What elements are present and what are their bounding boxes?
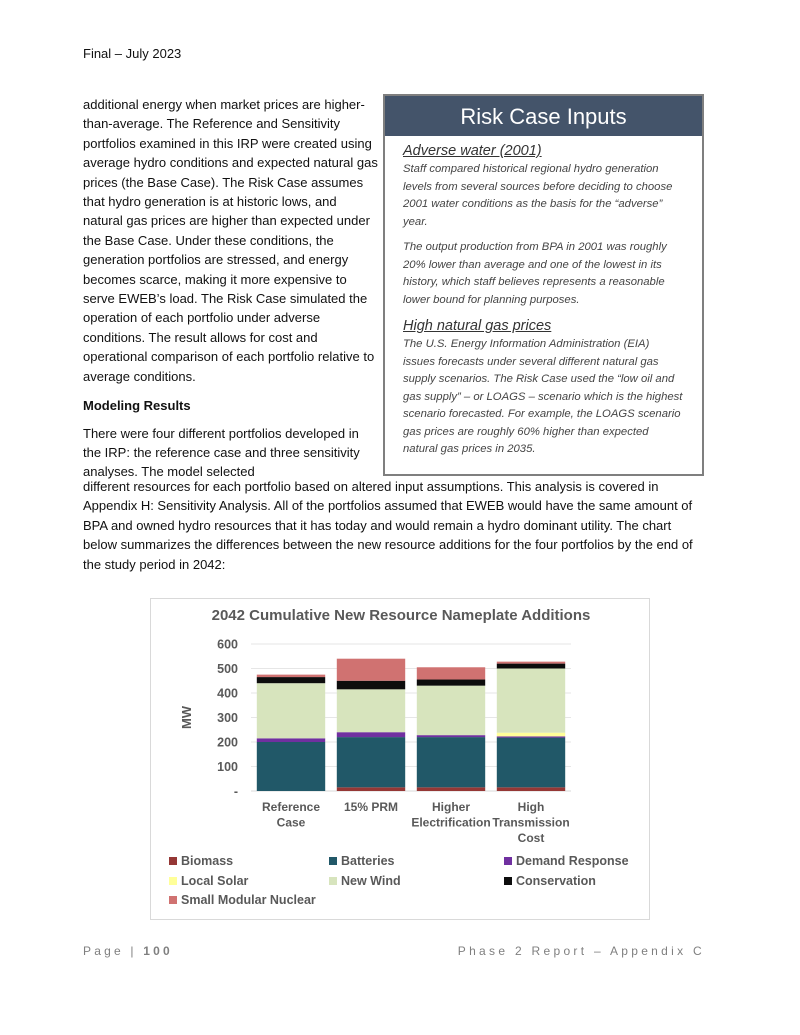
legend-label: Local Solar [181, 873, 249, 888]
legend-swatch [329, 877, 337, 885]
legend-label: Batteries [341, 854, 395, 868]
page-footer-left [83, 944, 173, 958]
chart-container [150, 598, 650, 920]
left-column [83, 95, 378, 490]
legend-swatch [169, 896, 177, 904]
y-tick-label: 200 [217, 735, 238, 750]
bar-segment-local-solar [497, 733, 565, 737]
bar-segment-small-modular-nuclear [257, 675, 325, 677]
x-tick-label: Higher [431, 800, 471, 814]
y-tick-label: - [233, 784, 238, 799]
legend-swatch [504, 857, 512, 865]
sidebox-paragraph: Staff compared historical regional hydro generation levels from several sources before deciding to choose 2001 water conditions as the basis for the “adverse” year. [403, 163, 673, 228]
bar-segment-conservation [337, 681, 405, 690]
sidebox-section-heading: High natural gas prices [403, 318, 552, 334]
bar-segment-batteries [497, 738, 565, 788]
bar-segment-batteries [337, 737, 405, 787]
x-tick-label: Transmission [492, 815, 570, 830]
page-footer-right: Phase 2 Report – Appendix C [457, 944, 705, 958]
legend-item [169, 893, 316, 907]
legend-item [329, 854, 395, 868]
bar-segment-small-modular-nuclear [417, 667, 485, 679]
y-tick-label: 300 [217, 711, 238, 725]
bar-segment-conservation [257, 677, 325, 683]
bar-segment-new-wind [497, 669, 565, 733]
y-tick-label: 100 [217, 760, 238, 774]
bar-segment-small-modular-nuclear [337, 659, 405, 681]
document-header: Final – July 2023 [83, 46, 182, 61]
x-tick-label: 15% PRM [343, 800, 399, 814]
x-tick-label: Cost [517, 831, 545, 845]
chart-title: 2042 Cumulative New Resource Nameplate Additions [211, 607, 591, 624]
section-heading: Modeling Results [83, 398, 191, 414]
legend-item [169, 874, 248, 888]
y-tick-label: 500 [217, 662, 238, 676]
bar-segment-small-modular-nuclear [497, 662, 565, 664]
bar-segment-biomass [497, 787, 565, 791]
legend-label: Demand Response [516, 854, 629, 868]
x-tick-label: Reference [261, 800, 321, 814]
page-label: Page | [83, 944, 144, 958]
full-width-text [83, 477, 708, 574]
bar-segment-conservation [497, 664, 565, 669]
legend-item [329, 874, 401, 888]
bar-segment-conservation [417, 680, 485, 686]
x-tick-label: Case [276, 815, 306, 830]
legend-swatch [504, 877, 512, 885]
y-tick-label: 600 [217, 637, 238, 652]
x-tick-label: Electrification [411, 815, 491, 830]
page-number: 100 [143, 944, 173, 958]
bar-segment-new-wind [337, 689, 405, 732]
bar-segment-biomass [337, 787, 405, 791]
legend-swatch [169, 877, 177, 885]
y-tick-label: 400 [217, 686, 238, 701]
sidebox-title: Risk Case Inputs [385, 96, 702, 136]
bar-segment-demand-response [497, 736, 565, 737]
legend-label: Biomass [181, 854, 234, 868]
legend-item [169, 854, 233, 868]
legend-swatch [169, 857, 177, 865]
sidebox-paragraph: The U.S. Energy Information Administration (EIA) issues forecasts under several different natural gas supply scenarios. The Risk Case used the “low oil and gas supply” – or LOAGS – scenario which is the highest scenario forecasted. For example, the LOAGS scenario gas prices are roughly 60% higher than expected natural gas prices in 2035. [403, 338, 683, 455]
legend-swatch [329, 857, 337, 865]
bar-segment-batteries [417, 737, 485, 787]
risk-case-inputs-box [383, 94, 704, 476]
legend-label: Small Modular Nuclear [181, 893, 316, 907]
x-tick-label: High [517, 800, 545, 814]
sidebox-section-heading: Adverse water (2001) [403, 143, 542, 159]
y-axis-label: MW [179, 705, 194, 730]
bar-segment-demand-response [417, 735, 485, 737]
body-paragraph: additional energy when market prices are higher-than-average. The Reference and Sensitivity portfolios examined in this IRP were created using average hydro conditions and expected natural gas prices (the Base Case). The Risk Case assumes that hydro generation is at historic lows, and natural gas prices are higher than expected under the Base Case. Under these conditions, the generation portfolios are stressed, and energy becomes scarce, making it more expensive to serve EWEB’s load. The Risk Case simulated the operation of each portfolio under adverse conditions. The result allows for cost and operational comparison of each portfolio relative to average conditions. [83, 97, 378, 384]
legend-label: Conservation [516, 873, 596, 888]
bar-segment-demand-response [337, 732, 405, 737]
bar-segment-demand-response [257, 738, 325, 742]
sidebox-paragraph: The output production from BPA in 2001 was roughly 20% lower than average and one of the lowest in its history, which staff believes represents a reasonable lower bound for planning purposes. [403, 241, 667, 306]
sidebox-body [385, 136, 702, 459]
body-paragraph: different resources for each portfolio based on altered input assumptions. This analysis is covered in Appendix H: Sensitivity Analysis. All of the portfolios assumed that EWEB would have the same amount of BPA and owned hydro resources that it has today and would remain a hydro dominant utility. The chart below summarizes the differences between the new resource additions for the four portfolios by the end of the study period in 2042: [83, 479, 693, 572]
bar-segment-new-wind [417, 686, 485, 735]
bar-segment-new-wind [257, 683, 325, 738]
bar-segment-biomass [417, 787, 485, 791]
legend-item [504, 854, 629, 868]
legend-label: New Wind [341, 873, 401, 888]
legend-item [504, 874, 596, 888]
body-paragraph: There were four different portfolios developed in the IRP: the reference case and three sensitivity analyses. The model selected [83, 425, 360, 480]
bar-segment-batteries [257, 742, 325, 791]
